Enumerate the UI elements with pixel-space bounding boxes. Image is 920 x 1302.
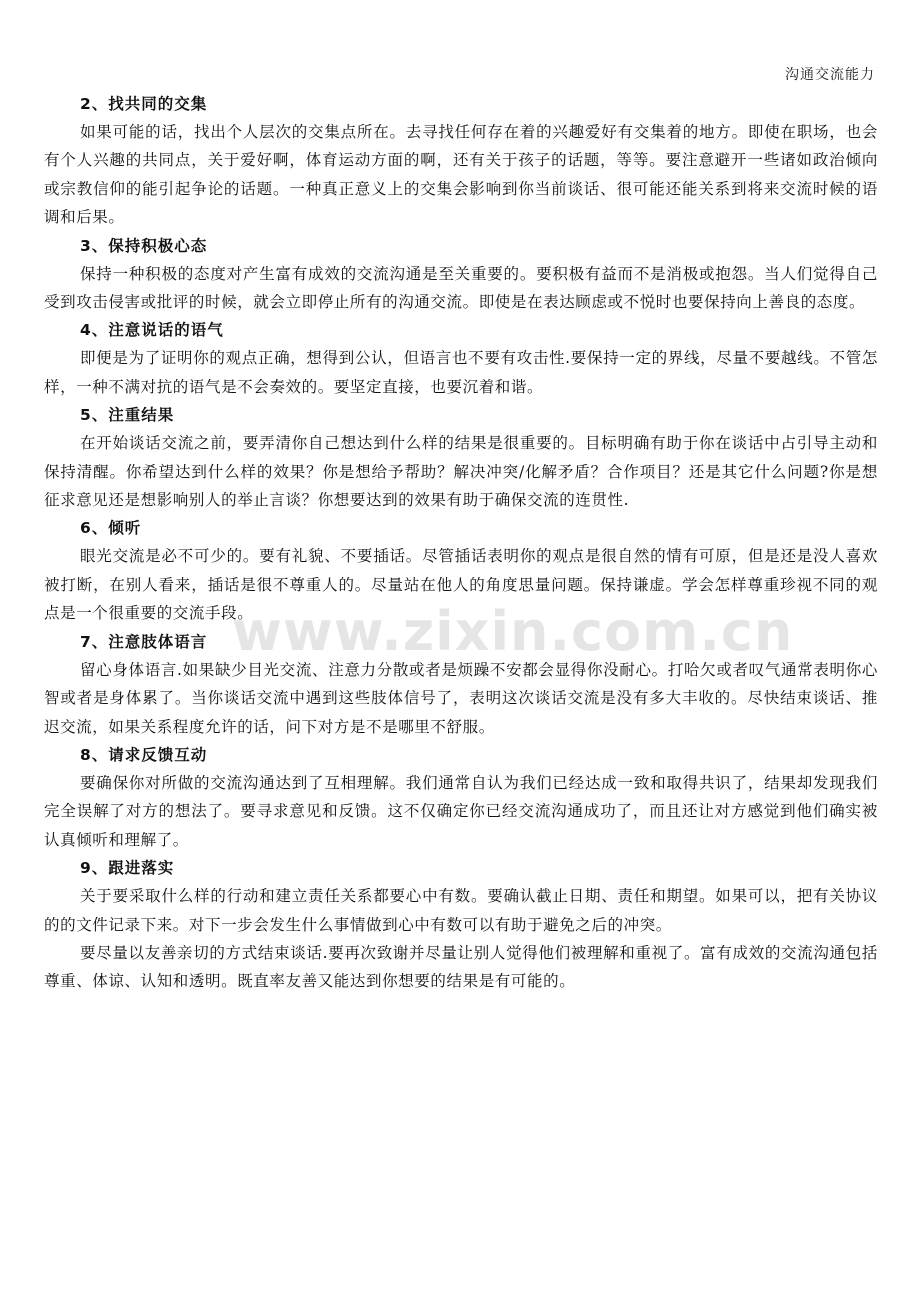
section-paragraph: 即便是为了证明你的观点正确，想得到公认，但语言也不要有攻击性.要保持一定的界线，尽量不要越线。不管怎样，一种不满对抗的语气是不会奏效的。要坚定直接，也要沉着和谐。 <box>44 349 878 396</box>
section-paragraph: 要确保你对所做的交流沟通达到了互相理解。我们通常自认为我们已经达成一致和取得共识了，结果却发现我们完全误解了对方的想法了。要寻求意见和反馈。这不仅确定你已经交流沟通成功了，而且还让对方感觉到他们确实被认真倾听和理解了。 <box>44 773 878 849</box>
section-title: 8、请求反馈互动 <box>80 745 208 764</box>
section-title: 6、倾听 <box>80 519 142 538</box>
section-title: 2、找共同的交集 <box>80 95 208 113</box>
section-paragraph: 留心身体语言.如果缺少目光交流、注意力分散或者是烦躁不安都会显得你没耐心。打哈欠或者叹气通常表明你心智或者是身体累了。当你谈话交流中遇到这些肢体信号了，表明这次谈话交流是没有多大丰收的。尽快结束谈话、推迟交流，如果关系程度允许的话，问下对方是不是哪里不舒服。 <box>44 660 878 736</box>
section-paragraph: 如果可能的话，找出个人层次的交集点所在。去寻找任何存在着的兴趣爱好有交集着的地方。即使在职场，也会有个人兴趣的共同点，关于爱好啊，体育运动方面的啊，还有关于孩子的话题，等等。要注意避开一些诸如政治倾向或宗教信仰的能引起争论的话题。一种真正意义上的交集会影响到你当前谈话、很可能还能关系到将来交流时候的语调和后果。 <box>44 123 878 227</box>
section-paragraph: 在开始谈话交流之前，要弄清你自己想达到什么样的结果是很重要的。目标明确有助于你在谈话中占引导主动和保持清醒。你希望达到什么样的效果？你是想给予帮助？解决冲突/化解矛盾？合作项目？还是其它什么问题?你是想征求意见还是想影响别人的举止言谈？你想要达到的效果有助于确保交流的连贯性. <box>44 434 878 510</box>
section-title: 9、跟进落实 <box>80 859 175 878</box>
section-title: 4、注意说话的语气 <box>80 321 224 340</box>
section-paragraph: 眼光交流是必不可少的。要有礼貌、不要插话。尽管插话表明你的观点是很自然的情有可原，但是还是没人喜欢被打断，在别人看来，插话是很不尊重人的。尽量站在他人的角度思量问题。保持谦虚。学会怎样尊重珍视不同的观点是一个很重要的交流手段。 <box>44 547 878 623</box>
watermark: www.zixin.com.cn <box>232 600 794 663</box>
section-paragraph: 关于要采取什么样的行动和建立责任关系都要心中有数。要确认截止日期、责任和期望。如果可以，把有关协议的的文件记录下来。对下一步会发生什么事情做到心中有数可以有助于避免之后的冲突。 <box>44 887 878 934</box>
section-title: 7、注意肢体语言 <box>80 632 208 651</box>
document-body <box>44 90 878 996</box>
page-header: 沟通交流能力 <box>785 67 875 83</box>
section-paragraph: 保持一种积极的态度对产生富有成效的交流沟通是至关重要的。要积极有益而不是消极或抱怨。当人们觉得自己受到攻击侵害或批评的时候，就会立即停止所有的沟通交流。即使是在表达顾虑或不悦时也要保持向上善良的态度。 <box>44 264 878 312</box>
section-title: 5、注重结果 <box>80 406 175 425</box>
section-paragraph: 要尽量以友善亲切的方式结束谈话.要再次致谢并尽量让别人觉得他们被理解和重视了。富有成效的交流沟通包括尊重、体谅、认知和透明。既直率友善又能达到你想要的结果是有可能的。 <box>44 943 878 991</box>
section-title: 3、保持积极心态 <box>80 236 208 255</box>
